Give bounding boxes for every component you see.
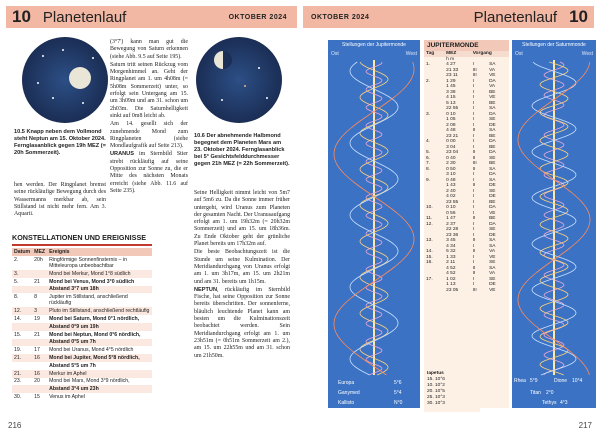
neptun-heading: NEPTUN — [194, 286, 217, 293]
star-icon — [258, 67, 260, 69]
table-cell: 12. — [426, 221, 433, 227]
table-cell: SA — [489, 177, 496, 183]
table-cell: 23 11 — [446, 73, 458, 78]
table-cell: II — [472, 166, 476, 172]
table-cell: 3 45 — [446, 238, 456, 243]
table-cell: 16 — [32, 370, 47, 378]
table-header-row — [12, 248, 152, 256]
konstellationen-table-box — [12, 233, 152, 401]
table-cell: Mond bei Neptun, Mond 0°6 nördlich, — [49, 331, 141, 338]
table-cell: 2. — [14, 256, 19, 263]
table-cell: 11. — [426, 216, 433, 221]
table-cell — [12, 362, 32, 370]
chapter-number: 10 — [569, 7, 588, 26]
column-3-text — [194, 190, 290, 361]
table-cell: II — [472, 249, 476, 254]
table-cell: 5. — [14, 278, 19, 285]
table-cell: III — [472, 287, 477, 293]
table-cell — [12, 286, 32, 294]
table-row — [12, 370, 152, 378]
jupitermonde-title: JUPITERMONDE — [424, 40, 509, 51]
table-cell: DE — [489, 282, 496, 287]
table-cell: Merkur im Aphel — [47, 370, 152, 378]
table-cell: 3 38 — [446, 89, 456, 95]
paragraph: Die beste Beobachtungszeit ist die Stunde um seine Kulmination. Der Meridiandurchgang von Uranus erfolgt am 1. um 3h17m, am 15. um 2h21m und am 31. bereits um 1h15m. — [194, 249, 290, 285]
table-cell: DE — [489, 194, 496, 199]
table-row — [12, 286, 152, 294]
fig-10-5-caption: 10.5 Knapp neben dem Vollmond steht Neptun am 15. Oktober 2024. Fernglasanblick gegen 19h MEZ (= 20h Sommerzeit). — [14, 129, 106, 156]
table-cell: 2 40 — [446, 188, 456, 194]
star-icon — [42, 55, 44, 57]
jup-chart-title: Stellungen der Jupitermonde — [342, 42, 406, 48]
col-header: Datum — [14, 249, 31, 255]
table-cell: 21 — [34, 331, 40, 338]
table-cell: SE — [489, 227, 496, 232]
table-row — [12, 346, 152, 354]
table-cell: I — [472, 194, 475, 199]
table-cell: DE — [489, 232, 496, 238]
table-cell: I — [472, 205, 475, 210]
table-cell: Mond bei Mars, Mond 3°9 nördlich, — [49, 378, 130, 385]
table-cell: SE — [489, 117, 496, 122]
table-cell: 0 48 — [446, 177, 456, 183]
west-label: West — [405, 51, 417, 57]
table-cell: DA — [489, 111, 496, 117]
table-cell: 23 05 — [446, 287, 459, 293]
table-cell: SE — [489, 155, 496, 161]
time-unit-label: h m — [446, 56, 455, 62]
table-cell: I — [472, 172, 475, 177]
table-cell: 19. — [14, 347, 22, 354]
table-cell: 2 37 — [446, 221, 456, 227]
table-cell: Abstand 5°5 um 7h — [49, 362, 96, 369]
table-cell: I — [472, 199, 475, 205]
iapetus-row: 25. 10°3 — [427, 395, 445, 400]
table-cell: 1 45 — [446, 84, 456, 89]
col-header: MEZ — [444, 51, 471, 57]
table-cell: 16 — [32, 354, 47, 362]
table-cell: 3 10 — [446, 172, 456, 177]
paragraph: hen werden. Der Ringplanet bremst seine rückläufige Bewegung durch des Wassermanns merkbar ab, sein Stillstand ist nicht mehr fern. Am 3. Aquarii. — [14, 182, 106, 218]
table-cell: VE — [489, 287, 496, 293]
table-cell: 16. — [426, 260, 433, 265]
table-cell: 4. — [426, 139, 431, 144]
table-cell: VE — [489, 95, 496, 100]
table-cell: 21 33 — [446, 67, 459, 73]
table-cell: BE — [489, 100, 496, 106]
table-cell: I — [472, 221, 475, 227]
table-cell: 8 — [34, 294, 38, 301]
table-cell: 17. — [426, 276, 433, 282]
moon-label: Titan — [530, 390, 541, 396]
table-cell: 5 13 — [446, 100, 456, 106]
table-cell: I — [472, 89, 475, 95]
table-cell: 23 04 — [446, 150, 459, 155]
moon-value: 5°6 — [394, 380, 402, 386]
table-cell: I — [472, 276, 475, 282]
table-cell: BE — [489, 161, 496, 166]
star-icon — [82, 102, 84, 104]
iapetus-row: 20. 10°5 — [427, 389, 445, 394]
fig-10-6-caption: 10.6 Der abnehmende Halbmond begegnet dem Planeten Mars am 23. Oktober 2024. Fernglasanblick bei 5° Gesichtsfelddurchmesser gegen 21h MEZ (= 22h Sommerzeit). — [194, 133, 290, 167]
table-cell: Ringförmige Sonnenfinsternis – in Mitteleuropa unbeobachtbar — [49, 256, 127, 269]
table-cell: VE — [489, 73, 496, 78]
table-cell: 23. — [14, 378, 22, 385]
star-icon — [52, 97, 54, 99]
table-cell: 10. — [426, 205, 433, 210]
table-cell: Abstand 3°4 um 23h — [47, 385, 152, 393]
table-cell: I — [472, 254, 475, 260]
left-header — [6, 6, 297, 28]
table-row — [12, 362, 152, 370]
jup-chart-svg — [328, 40, 420, 408]
table-cell: 19 — [34, 315, 40, 322]
table-cell: DA — [489, 205, 496, 210]
table-cell: 3. — [12, 270, 32, 278]
table-cell: II — [472, 265, 476, 271]
table-cell: 23 36 — [446, 232, 459, 238]
table-row — [12, 393, 152, 401]
paragraph: Saturn tritt seinen Rückzug vom Morgenhimmel an. Geht der Ringplanet am 1. um 4h08m (= 5h08m Sommerzeit) unter, so erfolgt sein Untergang am 15. um 3h09m und am 31. schon um 2h03m. Die Saturnhelligkeit sinkt auf 0m8 leicht ab. — [110, 61, 188, 119]
paragraph: Am 14. gesellt sich der zunehmende Mond zum Ringplaneten (siehe Mondlaufgrafik auf Seite 213). — [110, 121, 188, 150]
table-cell: I — [472, 260, 475, 265]
right-header — [303, 6, 594, 28]
chapter-number: 10 — [12, 7, 31, 26]
table-cell: 4 02 — [446, 194, 456, 199]
moon-value: 5°9 — [530, 378, 538, 384]
table-cell: BE — [489, 144, 496, 150]
table-row — [12, 339, 152, 347]
table-cell: 15 — [34, 393, 40, 400]
table-cell: 9. — [426, 177, 431, 183]
table-cell: 4 15 — [446, 95, 456, 100]
table-cell: VA — [489, 249, 496, 254]
col-header: MEZ — [34, 249, 46, 255]
table-cell: 1 29 — [446, 78, 456, 84]
full-moon-icon — [69, 67, 91, 89]
table-cell — [12, 323, 32, 331]
table-cell: I — [472, 177, 475, 183]
col-header: Ereignis — [47, 248, 152, 256]
table-cell: BE — [489, 89, 496, 95]
moon-label: Kallisto — [338, 400, 355, 406]
table-cell: 1 33 — [446, 254, 456, 260]
table-cell: SA — [489, 62, 496, 67]
table-cell: 1 47 — [446, 216, 456, 221]
table-row — [12, 307, 152, 315]
table-cell: 22 28 — [446, 227, 459, 232]
table-cell: I — [472, 227, 475, 232]
table-cell — [32, 385, 47, 393]
east-label: Ost — [331, 51, 339, 57]
table-cell: 8. — [426, 166, 431, 172]
table-cell: I — [472, 111, 475, 117]
table-cell: Mond bei Jupiter, Mond 5°8 nördlich, — [47, 354, 152, 362]
iapetus-title: Iapetus — [427, 371, 444, 376]
table-cell: 2 30 — [446, 161, 456, 166]
page-number: 217 — [578, 421, 592, 430]
table-cell: SA — [489, 106, 496, 111]
table-cell: BE — [489, 199, 496, 205]
table-cell: Mond bei Merkur, Mond 1°8 südlich — [47, 270, 152, 278]
table-cell: I — [472, 84, 475, 89]
table-row — [12, 293, 152, 307]
table-cell: DA — [489, 221, 496, 227]
table-cell: 3 04 — [446, 144, 456, 150]
table-cell: II — [472, 155, 476, 161]
table-cell: 1 02 — [446, 276, 456, 282]
table-cell: 23 55 — [446, 199, 459, 205]
table-row — [12, 378, 152, 386]
sat-chart-title: Stellungen der Saturnmonde — [522, 42, 586, 48]
table-row — [12, 315, 152, 323]
table-cell: 4 52 — [446, 271, 456, 276]
star-icon — [221, 99, 223, 101]
table-cell: 0 50 — [446, 166, 456, 172]
table-cell — [424, 288, 444, 294]
table-row — [12, 256, 152, 270]
table-cell: III — [472, 161, 477, 166]
table-cell: Jupiter im Stillstand, anschließend rückläufig — [49, 294, 128, 307]
table-cell: Mond bei Saturn, Mond 0°1 nördlich, — [49, 315, 140, 322]
uranus-heading: URANUS — [110, 151, 134, 158]
uranus-text: im Sternbild Stier strebt rückläufig auf seine Opposition zur Sonne zu, die er Mitte des nächsten Monats erreicht (siehe Abb. 11.6 auf Seite 235). — [110, 151, 188, 194]
konstellationen-table — [12, 248, 152, 401]
table-row — [12, 354, 152, 362]
table-cell — [32, 339, 47, 347]
page-number: 216 — [8, 421, 22, 430]
table-cell: SA — [489, 243, 496, 249]
table-cell: 2 11 — [446, 260, 456, 265]
table-cell: III — [472, 73, 477, 78]
table-cell: 30. — [14, 393, 22, 400]
table-cell: 5. — [426, 150, 431, 155]
table-cell: II — [472, 183, 476, 188]
table-cell: I — [472, 62, 475, 67]
table-cell: Venus im Aphel — [49, 393, 85, 400]
table-cell: 1 05 — [446, 117, 456, 122]
table-cell: I — [472, 117, 475, 122]
table-cell — [12, 385, 32, 393]
table-cell: II — [472, 150, 476, 155]
table-row — [424, 288, 509, 294]
moon-label: Europa — [338, 380, 355, 386]
table-cell: II — [472, 271, 476, 276]
table-cell: 15. — [426, 254, 433, 260]
table-cell: 1 43 — [446, 183, 456, 188]
table-cell: SA — [489, 166, 496, 172]
table-cell: I — [472, 78, 475, 84]
iapetus-row: 30. 10°3 — [427, 401, 445, 406]
month-label: OKTOBER 2024 — [228, 13, 287, 21]
table-cell: 17 — [34, 347, 40, 354]
star-icon — [37, 82, 39, 84]
table-cell: I — [472, 106, 475, 111]
table-cell: 21. — [12, 370, 32, 378]
table-cell: 3 — [32, 307, 47, 315]
table-cell: 0 00 — [446, 139, 456, 144]
col-header: Vorgang — [471, 51, 509, 57]
table-cell: Mond bei Venus, Mond 3°0 südlich — [49, 278, 135, 285]
table-cell: VA — [489, 84, 496, 89]
table-cell: SA — [489, 128, 496, 133]
table-cell: Pluto im Stillstand, anschließend rechtläufig — [47, 307, 152, 315]
table-cell: DA — [489, 172, 496, 177]
half-moon-icon — [214, 51, 232, 69]
table-cell: BE — [489, 216, 496, 221]
konstellationen-title: KONSTELLATIONEN UND EREIGNISSE — [12, 233, 152, 246]
table-cell — [12, 339, 32, 347]
table-cell: SA — [489, 265, 496, 271]
table-cell: 0 10 — [446, 111, 456, 117]
moon-value: 5°4 — [394, 390, 402, 396]
moon-value: 4°3 — [560, 400, 568, 406]
iapetus-box — [424, 370, 480, 412]
moon-label: Ganymed — [338, 390, 360, 396]
star-icon — [266, 97, 268, 99]
table-cell: I — [472, 100, 475, 106]
table-cell: Abstand 0°5 um 7h — [47, 339, 152, 347]
table-cell: 23 21 — [446, 133, 459, 139]
table-cell — [32, 362, 47, 370]
table-cell: 0 56 — [446, 210, 456, 216]
table-cell: DA — [489, 78, 496, 84]
table-cell: I — [472, 95, 475, 100]
table-cell: I — [472, 282, 475, 287]
table-cell: 2. — [426, 78, 431, 84]
table-cell: I — [472, 139, 475, 144]
table-cell: 20 — [34, 378, 40, 385]
table-cell: 3. — [426, 111, 431, 117]
table-cell: BE — [489, 133, 496, 139]
moon-value: N°0 — [394, 400, 403, 406]
table-cell: 13. — [426, 238, 433, 243]
table-cell: 1. — [426, 62, 431, 67]
col-header: Tag — [424, 51, 444, 57]
table-cell: I — [472, 232, 475, 238]
table-cell: 14. — [426, 249, 433, 254]
moon-value: 2°0 — [546, 390, 554, 396]
mars-icon — [244, 85, 246, 87]
table-cell: 7. — [426, 161, 431, 166]
table-cell — [32, 323, 47, 331]
iapetus-row: 10. 10°2 — [427, 383, 445, 388]
chapter-title: Planetenlauf — [473, 8, 558, 26]
east-label: Ost — [515, 51, 523, 57]
table-cell: SA — [489, 238, 496, 243]
table-cell: VA — [489, 67, 496, 73]
moon-value: 10°4 — [572, 378, 583, 384]
paragraph: (3°7') kann man gut die Bewegung von Saturn erkennen (siehe Abb. 9.5 auf Seite 195). — [110, 39, 188, 60]
column-1-text — [14, 182, 106, 219]
table-cell: 2 08 — [446, 122, 456, 128]
saturn-moons-chart — [512, 40, 596, 408]
table-cell: DA — [489, 150, 496, 155]
table-cell: DE — [489, 122, 496, 128]
iapetus-row: 15. 10°6 — [427, 377, 445, 382]
table-cell: SE — [489, 276, 496, 282]
table-row — [12, 385, 152, 393]
table-cell: 21 — [34, 278, 40, 285]
neptun-text: , rückläufig im Sternbild Fische, hat seine Opposition zur Sonne bereits überschritten. Der sonnenferne, bläulich leuchtende Planet kann am besten um die Kulminationszeit beobachtet werden. Sein Meridiandurchgang erfolgt am 1. um 23h51m (= 0h51m Sommerzeit am 2.), am 15. um 22h55m und am 31. schon um 21h50m. — [194, 286, 290, 359]
table-row — [12, 278, 152, 286]
table-cell — [32, 270, 47, 278]
table-cell: 15. — [14, 331, 22, 338]
table-cell: 0 40 — [446, 155, 456, 161]
table-cell: III — [472, 67, 477, 73]
table-row — [12, 331, 152, 339]
column-2-text — [110, 39, 188, 196]
table-cell: 20h — [34, 256, 43, 263]
moon-label: Rhea — [514, 378, 526, 384]
table-cell: I — [472, 210, 475, 216]
table-cell: 12. — [12, 307, 32, 315]
table-cell: DA — [489, 139, 496, 144]
neptun-moon-figure — [22, 37, 108, 123]
sat-chart-svg — [512, 40, 596, 408]
jupitermonde-table-box — [424, 40, 509, 408]
table-cell: 0 10 — [446, 205, 456, 210]
table-cell: VE — [489, 254, 496, 260]
table-cell: 4 48 — [446, 128, 456, 133]
moon-label: Tethys — [542, 400, 557, 406]
table-cell: 1 13 — [446, 282, 456, 287]
table-cell: II — [472, 238, 476, 243]
month-label: OKTOBER 2024 — [311, 13, 370, 21]
jupiter-moons-chart — [328, 40, 420, 408]
star-icon — [92, 57, 94, 59]
table-cell: Mond bei Uranus, Mond 4°5 nördlich — [49, 347, 134, 354]
chapter-title: Planetenlauf — [42, 8, 127, 26]
west-label: West — [581, 51, 593, 57]
table-row — [12, 270, 152, 278]
table-cell: II — [472, 216, 476, 221]
table-cell: 8. — [14, 294, 19, 301]
table-cell: 6. — [426, 155, 431, 161]
table-cell — [32, 286, 47, 294]
table-cell: II — [472, 128, 476, 133]
table-cell: I — [472, 133, 475, 139]
table-cell: VE — [489, 210, 496, 216]
table-cell: VA — [489, 271, 496, 276]
table-cell: Abstand 3°7 um 18h — [47, 286, 152, 294]
table-cell: 4 27 — [446, 62, 456, 67]
paragraph — [194, 287, 290, 360]
moon-label: Dione — [554, 378, 568, 384]
table-cell: 14. — [14, 315, 22, 322]
table-cell: I — [472, 122, 475, 128]
table-cell: 22 55 — [446, 106, 459, 111]
paragraph: Seine Helligkeit nimmt leicht von 5m7 auf 5m6 zu. Da die Sonne immer früher untergeht, wird Uranus zum Planeten der gesamten Nacht. Der Uranusaufgang erfolgt am 1. um 19h32m (= 20h32m Sommerzeit) und am 15. um 18h36m. Zu Ende Oktober geht der grünliche Planet bereits um 17h32m auf. — [194, 190, 291, 248]
table-cell: 21. — [12, 354, 32, 362]
mars-moon-figure — [196, 37, 282, 123]
table-cell: Abstand 0°9 um 19h — [47, 323, 152, 331]
table-cell: I — [472, 144, 475, 150]
table-cell: I — [472, 243, 475, 249]
table-cell: SE — [489, 260, 496, 265]
table-cell: 4 34 — [446, 243, 456, 249]
jupitermonde-table — [424, 51, 509, 293]
table-cell: SE — [489, 188, 496, 194]
table-row — [12, 323, 152, 331]
table-cell: DE — [489, 183, 496, 188]
table-cell: 5 32 — [446, 249, 456, 254]
table-cell: 4 52 — [446, 265, 456, 271]
star-icon — [62, 49, 64, 51]
table-cell: I — [472, 188, 475, 194]
paragraph — [110, 151, 188, 195]
